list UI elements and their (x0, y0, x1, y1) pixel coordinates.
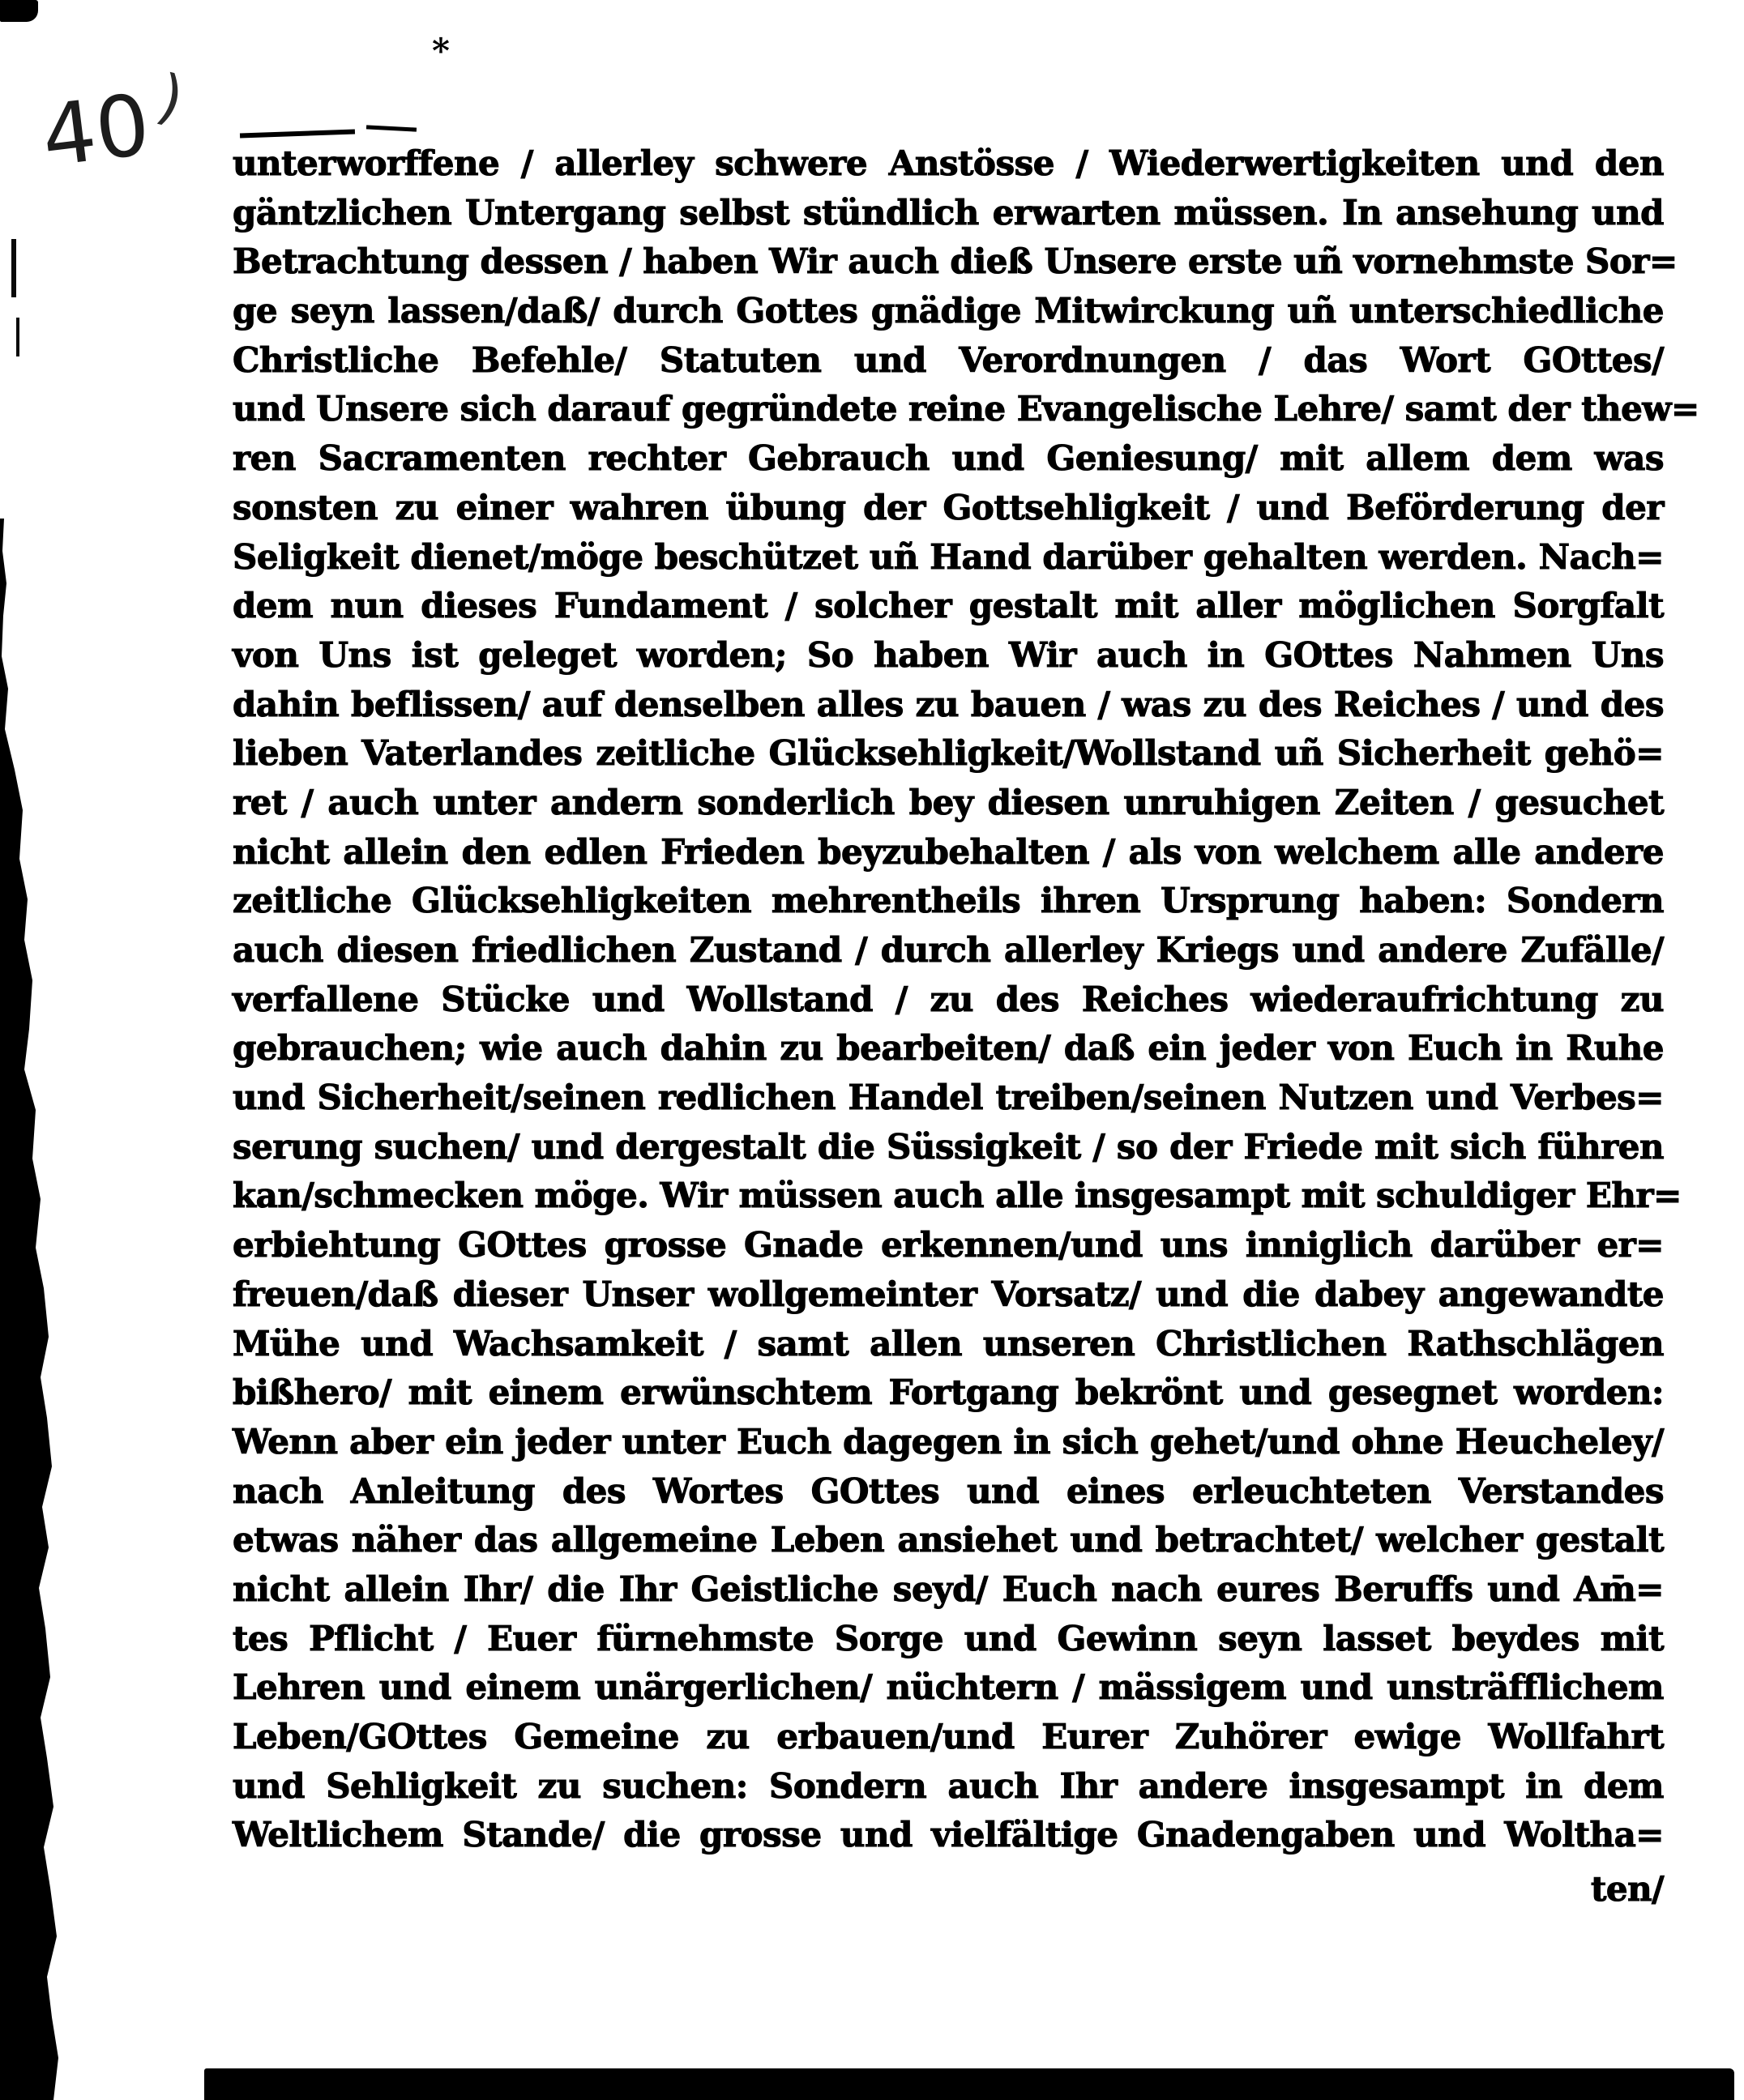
text-line: dahin beflissen/ auf denselben alles zu bauen / was zu des Reiches / und des (233, 684, 1664, 724)
text-line: nach Anleitung des Wortes GOttes und eines erleuchteten Verstandes (233, 1470, 1664, 1511)
text-line: nicht allein Ihr/ die Ihr Geistliche seyd/ Euch nach eures Beruffs und Am̄= (233, 1569, 1664, 1609)
text-line: Leben/GOttes Gemeine zu erbauen/und Eurer Zuhörer ewige Wollfahrt (233, 1717, 1664, 1756)
text-line: ren Sacramenten rechter Gebrauch und Geniesung/ mit allem dem was (233, 438, 1664, 479)
ink-smudge (240, 130, 355, 139)
torn-paper-edge (0, 519, 65, 2100)
ink-smudge (11, 239, 16, 297)
ink-smudge (16, 318, 19, 356)
text-block (233, 139, 1699, 1914)
text-line: Lehren und einem unärgerlichen/ nüchtern / mässigem und unsträfflichem (233, 1667, 1664, 1708)
text-line: ret / auch unter andern sonderlich bey diesen unruhigen Zeiten / gesuchet (233, 782, 1664, 822)
text-line: gebrauchen; wie auch dahin zu bearbeiten/ daß ein jeder von Euch in Ruhe (233, 1028, 1664, 1069)
text-line: Betrachtung dessen / haben Wir auch dieß Unsere erste uñ vornehmste Sor= (233, 241, 1678, 282)
text-line: unterworffene / allerley schwere Anstösse / Wiederwertigkeiten und den (233, 143, 1664, 183)
scan-bottom-bar (204, 2068, 1734, 2100)
text-line: gäntzlichen Untergang selbst stündlich erwarten müssen. In ansehung und (233, 192, 1664, 233)
text-line: Wenn aber ein jeder unter Euch dagegen in sich gehet/und ohne Heucheley/ (233, 1421, 1664, 1462)
text-line: kan/schmecken möge. Wir müssen auch alle insgesampt mit schuldiger Ehr= (233, 1176, 1682, 1216)
text-line: von Uns ist geleget worden; So haben Wir auch in GOttes Nahmen Uns (233, 634, 1664, 675)
ink-smudge (366, 125, 417, 131)
text-line: erbiehtung GOttes grosse Gnade erkennen/und uns inniglich darüber er= (233, 1225, 1664, 1266)
text-line: und Sehligkeit zu suchen: Sondern auch Ihr andere insgesampt in dem (233, 1765, 1664, 1806)
text-line: freuen/daß dieser Unser wollgemeinter Vorsatz/ und die dabey angewandte (233, 1274, 1664, 1314)
text-line: Mühe und Wachsamkeit / samt allen unseren Christlichen Rathschlägen (233, 1323, 1664, 1364)
text-line: verfallene Stücke und Wollstand / zu des Reiches wiederaufrichtung zu (233, 979, 1664, 1019)
text-line: Seligkeit dienet/möge beschützet uñ Hand darüber gehalten werden. Nach= (233, 536, 1664, 577)
scan-corner-blob (0, 0, 38, 22)
handwritten-curl-mark: ) (151, 61, 190, 135)
text-line: zeitliche Glücksehligkeiten mehrentheils ihren Ursprung haben: Sondern (233, 881, 1664, 921)
printer-star-mark: * (432, 31, 450, 70)
text-line: serung suchen/ und dergestalt die Süssigkeit / so der Friede mit sich führen (233, 1126, 1664, 1167)
text-line: Christliche Befehle/ Statuten und Verordnungen / das Wort GOttes/ (233, 339, 1664, 380)
text-line: Weltlichem Stande/ die grosse und vielfältige Gnadengaben und Woltha= (233, 1815, 1664, 1855)
text-line: lieben Vaterlandes zeitliche Glücksehligkeit/Wollstand uñ Sicherheit gehö= (233, 733, 1664, 774)
text-line: tes Pflicht / Euer fürnehmste Sorge und Gewinn seyn lasset beydes mit (233, 1618, 1664, 1658)
text-line: etwas näher das allgemeine Leben ansiehet und betrachtet/ welcher gestalt (233, 1520, 1664, 1560)
handwritten-folio-number: 40 (36, 75, 156, 186)
text-line: dem nun dieses Fundament / solcher gestalt mit aller möglichen Sorgfalt (233, 586, 1664, 626)
text-line: nicht allein den edlen Frieden beyzubehalten / als von welchem alle andere (233, 831, 1664, 872)
text-line: bißhero/ mit einem erwünschtem Fortgang bekrönt und gesegnet worden: (233, 1372, 1664, 1413)
text-line: auch diesen friedlichen Zustand / durch allerley Kriegs und andere Zufälle/ (233, 930, 1664, 970)
text-line: sonsten zu einer wahren übung der Gottsehligkeit / und Beförderung der (233, 487, 1664, 527)
text-line: und Unsere sich darauf gegründete reine Evangelische Lehre/ samt der thew= (233, 389, 1699, 429)
catchword: ten/ (1591, 1869, 1664, 1910)
text-line: und Sicherheit/seinen redlichen Handel treiben/seinen Nutzen und Verbes= (233, 1078, 1664, 1118)
text-line: ge seyn lassen/daß/ durch Gottes gnädige Mitwirckung uñ unterschiedliche (233, 291, 1664, 331)
